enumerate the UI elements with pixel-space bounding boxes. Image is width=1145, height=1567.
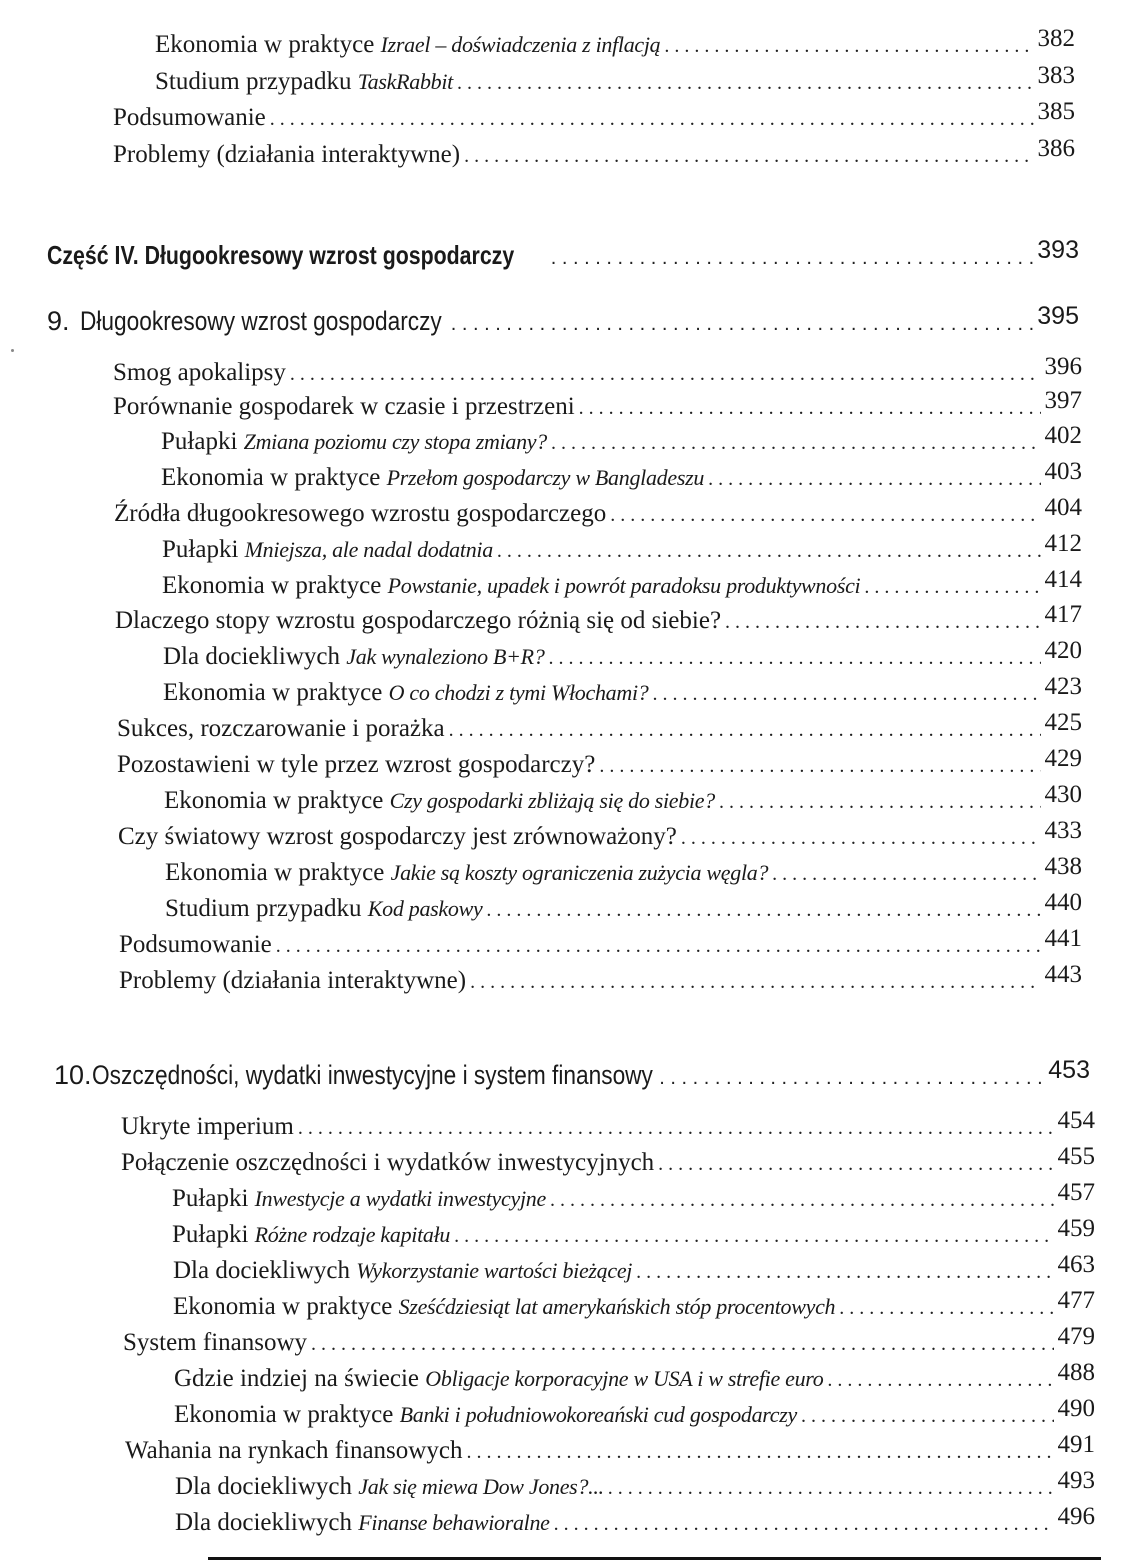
toc-entry[interactable] — [173, 1251, 1095, 1289]
leader-dots — [486, 893, 1040, 927]
entry-prefix: Czy światowy wzrost gospodarczy jest zrównoważony? — [118, 823, 677, 850]
entry-prefix: Pozostawieni w tyle przez wzrost gospodarczy? — [117, 751, 596, 778]
leader-dots — [554, 1507, 1054, 1541]
entry-prefix: Dla dociekliwych — [175, 1509, 359, 1536]
page-number: 479 — [1057, 1323, 1095, 1350]
leader-dots — [608, 1471, 1054, 1505]
toc-entry[interactable] — [162, 566, 1082, 604]
page-number: 429 — [1044, 745, 1082, 772]
page-number: 414 — [1044, 566, 1082, 593]
toc-entry[interactable] — [125, 1431, 1095, 1469]
entry-prefix: Ukryte imperium — [121, 1113, 294, 1140]
entry-prefix: Dla dociekliwych — [173, 1257, 357, 1284]
page-number: 403 — [1044, 458, 1082, 485]
page-number: 386 — [1037, 135, 1075, 162]
toc-entry[interactable] — [163, 673, 1082, 711]
leader-dots — [470, 965, 1040, 999]
leader-dots — [311, 1327, 1053, 1361]
entry-italic: Banki i południowokoreański cud gospodarczy — [399, 1402, 797, 1427]
toc-entry[interactable] — [117, 709, 1082, 747]
leader-dots — [681, 821, 1041, 855]
entry-prefix: Ekonomia w praktyce — [173, 1293, 399, 1320]
entry-italic: TaskRabbit — [357, 69, 453, 94]
entry-prefix: Ekonomia w praktyce — [161, 464, 387, 491]
leader-dots — [827, 1363, 1053, 1397]
leader-dots — [551, 426, 1041, 460]
page-number: 463 — [1057, 1251, 1095, 1278]
entry-italic: Inwestycje a wydatki inwestycyjne — [254, 1186, 546, 1211]
toc-entry[interactable] — [115, 601, 1082, 639]
leader-dots — [839, 1291, 1053, 1325]
entry-prefix: Ekonomia w praktyce — [162, 572, 388, 599]
page-number: 491 — [1057, 1431, 1095, 1458]
toc-entry[interactable] — [119, 925, 1082, 963]
leader-dots — [719, 785, 1041, 819]
entry-prefix: Porównanie gospodarek w czasie i przestrzeni — [113, 393, 575, 420]
leader-dots — [466, 1435, 1053, 1469]
page-number: 477 — [1057, 1287, 1095, 1314]
toc-entry[interactable] — [164, 781, 1082, 819]
scan-speck — [11, 349, 14, 352]
page-number: 396 — [1044, 353, 1082, 380]
chapter-heading[interactable] — [47, 304, 1079, 341]
toc-entry[interactable] — [121, 1107, 1095, 1145]
page-number: 395 — [1037, 302, 1079, 330]
entry-prefix: Podsumowanie — [113, 104, 266, 131]
entry-prefix: Ekonomia w praktyce — [155, 31, 381, 58]
leader-dots — [454, 1219, 1053, 1253]
toc-entry[interactable] — [175, 1467, 1095, 1505]
leader-dots — [725, 605, 1040, 639]
entry-italic: Powstanie, upadek i powrót paradoksu produktywności — [387, 573, 861, 598]
toc-entry[interactable] — [172, 1215, 1095, 1253]
entry-italic: Sześćdziesiąt lat amerykańskich stóp procentowych — [398, 1294, 836, 1319]
leader-dots — [579, 391, 1041, 425]
toc-entry[interactable] — [123, 1323, 1095, 1361]
page-number: 430 — [1044, 781, 1082, 808]
page-number: 417 — [1044, 601, 1082, 628]
chapter-number: 9. — [47, 306, 70, 336]
leader-dots — [658, 1147, 1053, 1181]
toc-entry[interactable] — [173, 1287, 1095, 1325]
chapter-title: Długookresowy wzrost gospodarczy — [80, 306, 442, 336]
page-number: 455 — [1057, 1143, 1095, 1170]
toc-entry[interactable] — [119, 961, 1082, 999]
leader-dots — [652, 677, 1040, 711]
entry-prefix: Pułapki — [172, 1221, 255, 1248]
entry-italic: Jak wynaleziono B+R? — [346, 644, 545, 669]
page-number: 441 — [1044, 925, 1082, 952]
toc-entry[interactable] — [155, 25, 1075, 63]
page-number: 382 — [1037, 25, 1075, 52]
page-number: 404 — [1044, 494, 1082, 521]
entry-prefix: Gdzie indziej na świecie — [174, 1365, 426, 1392]
entry-italic: Jak się miewa Dow Jones?... — [358, 1474, 604, 1499]
page-number: 397 — [1044, 387, 1082, 414]
entry-prefix: Źródła długookresowego wzrostu gospodarczego — [114, 500, 607, 527]
page-number: 402 — [1044, 422, 1082, 449]
entry-italic: Czy gospodarki zbliżają się do siebie? — [389, 788, 715, 813]
page-number: 443 — [1044, 961, 1082, 988]
entry-prefix: System finansowy — [123, 1329, 308, 1356]
toc-entry[interactable] — [162, 530, 1082, 568]
entry-prefix: Studium przypadku — [155, 68, 358, 95]
entry-italic: O co chodzi z tymi Włochami? — [388, 680, 649, 705]
entry-italic: Jakie są koszty ograniczenia zużycia węgla? — [390, 860, 769, 885]
page-number: 490 — [1057, 1395, 1095, 1422]
page-number: 454 — [1057, 1107, 1095, 1134]
page-number: 453 — [1048, 1056, 1090, 1084]
entry-prefix: Ekonomia w praktyce — [174, 1401, 400, 1428]
entry-prefix: Sukces, rozczarowanie i porażka — [117, 715, 445, 742]
leader-dots — [290, 357, 1041, 391]
toc-entry[interactable] — [174, 1395, 1095, 1433]
leader-dots — [449, 713, 1041, 747]
page-number: 493 — [1057, 1467, 1095, 1494]
leader-dots — [270, 102, 1034, 136]
toc-entry[interactable] — [165, 889, 1082, 927]
entry-prefix: Dlaczego stopy wzrostu gospodarczego różnią się od siebie? — [115, 607, 722, 634]
toc-entry[interactable] — [175, 1503, 1095, 1541]
entry-prefix: Pułapki — [161, 428, 244, 455]
toc-entry[interactable] — [113, 387, 1082, 425]
leader-dots — [659, 1061, 1044, 1095]
entry-prefix: Studium przypadku — [165, 895, 368, 922]
entry-italic: Obligacje korporacyjne w USA i w strefie euro — [425, 1366, 824, 1391]
chapter-heading[interactable] — [54, 1058, 1090, 1095]
entry-italic: Izrael – doświadczenia z inflacją — [380, 32, 661, 57]
toc-entry[interactable] — [155, 62, 1075, 100]
leader-dots — [550, 1183, 1054, 1217]
leader-dots — [497, 534, 1041, 568]
page-number: 457 — [1057, 1179, 1095, 1206]
page-number: 496 — [1057, 1503, 1095, 1530]
page-number: 425 — [1044, 709, 1082, 736]
toc-entry[interactable] — [161, 422, 1082, 460]
entry-italic: Zmiana poziomu czy stopa zmiany? — [243, 429, 547, 454]
entry-prefix: Dla dociekliwych — [175, 1473, 359, 1500]
entry-italic: Różne rodzaje kapitału — [254, 1222, 451, 1247]
leader-dots — [636, 1255, 1053, 1289]
leader-dots — [664, 29, 1033, 63]
leader-dots — [864, 570, 1040, 604]
toc-entry[interactable] — [117, 745, 1082, 783]
toc-entry[interactable] — [114, 494, 1082, 532]
page-number: 383 — [1037, 62, 1075, 89]
leader-dots — [549, 641, 1041, 675]
leader-dots — [298, 1111, 1054, 1145]
entry-prefix: Pułapki — [162, 536, 245, 563]
leader-dots — [599, 749, 1040, 783]
entry-italic: Przełom gospodarczy w Bangladeszu — [386, 465, 705, 490]
leader-dots — [457, 66, 1034, 100]
toc-entry[interactable] — [165, 853, 1082, 891]
chapter-title: Oszczędności, wydatki inwestycyjne i system finansowy — [91, 1060, 653, 1090]
part-title: Część IV. Długookresowy wzrost gospodarczy — [47, 240, 515, 270]
toc-entry[interactable] — [174, 1359, 1095, 1397]
leader-dots — [276, 929, 1041, 963]
entry-prefix: Połączenie oszczędności i wydatków inwestycyjnych — [121, 1149, 655, 1176]
leader-dots — [610, 498, 1040, 532]
leader-dots — [551, 241, 1034, 275]
leader-dots — [772, 857, 1040, 891]
toc-entry[interactable] — [113, 135, 1075, 173]
page-number: 438 — [1044, 853, 1082, 880]
entry-prefix: Ekonomia w praktyce — [164, 787, 390, 814]
page-number: 420 — [1044, 637, 1082, 664]
page-number: 440 — [1044, 889, 1082, 916]
toc-entry[interactable] — [172, 1179, 1095, 1217]
entry-prefix: Problemy (działania interaktywne) — [119, 967, 467, 994]
leader-dots — [464, 139, 1033, 173]
entry-italic: Kod paskowy — [367, 896, 483, 921]
page-number: 423 — [1044, 673, 1082, 700]
bottom-rule — [208, 1557, 1101, 1560]
page-number: 412 — [1044, 530, 1082, 557]
toc-entry[interactable] — [113, 353, 1082, 391]
entry-prefix: Dla dociekliwych — [163, 643, 347, 670]
toc-entry[interactable] — [161, 458, 1082, 496]
page-number: 488 — [1057, 1359, 1095, 1386]
entry-prefix: Smog apokalipsy — [113, 359, 286, 386]
part-heading[interactable] — [47, 238, 1079, 275]
entry-italic: Wykorzystanie wartości bieżącej — [356, 1258, 633, 1283]
entry-italic: Mniejsza, ale nadal dodatnia — [244, 537, 493, 562]
toc-entry[interactable] — [113, 98, 1075, 136]
entry-prefix: Ekonomia w praktyce — [165, 859, 391, 886]
leader-dots — [801, 1399, 1054, 1433]
toc-entry[interactable] — [163, 637, 1082, 675]
leader-dots — [451, 307, 1034, 341]
page-number: 459 — [1057, 1215, 1095, 1242]
chapter-number: 10. — [54, 1060, 92, 1090]
entry-prefix: Podsumowanie — [119, 931, 272, 958]
entry-prefix: Problemy (działania interaktywne) — [113, 141, 461, 168]
page-number: 385 — [1037, 98, 1075, 125]
toc-entry[interactable] — [121, 1143, 1095, 1181]
entry-prefix: Wahania na rynkach finansowych — [125, 1437, 463, 1464]
entry-prefix: Pułapki — [172, 1185, 255, 1212]
entry-italic: Finanse behawioralne — [358, 1510, 550, 1535]
leader-dots — [708, 462, 1040, 496]
page-number: 393 — [1037, 236, 1079, 264]
entry-prefix: Ekonomia w praktyce — [163, 679, 389, 706]
page-number: 433 — [1044, 817, 1082, 844]
toc-entry[interactable] — [118, 817, 1082, 855]
